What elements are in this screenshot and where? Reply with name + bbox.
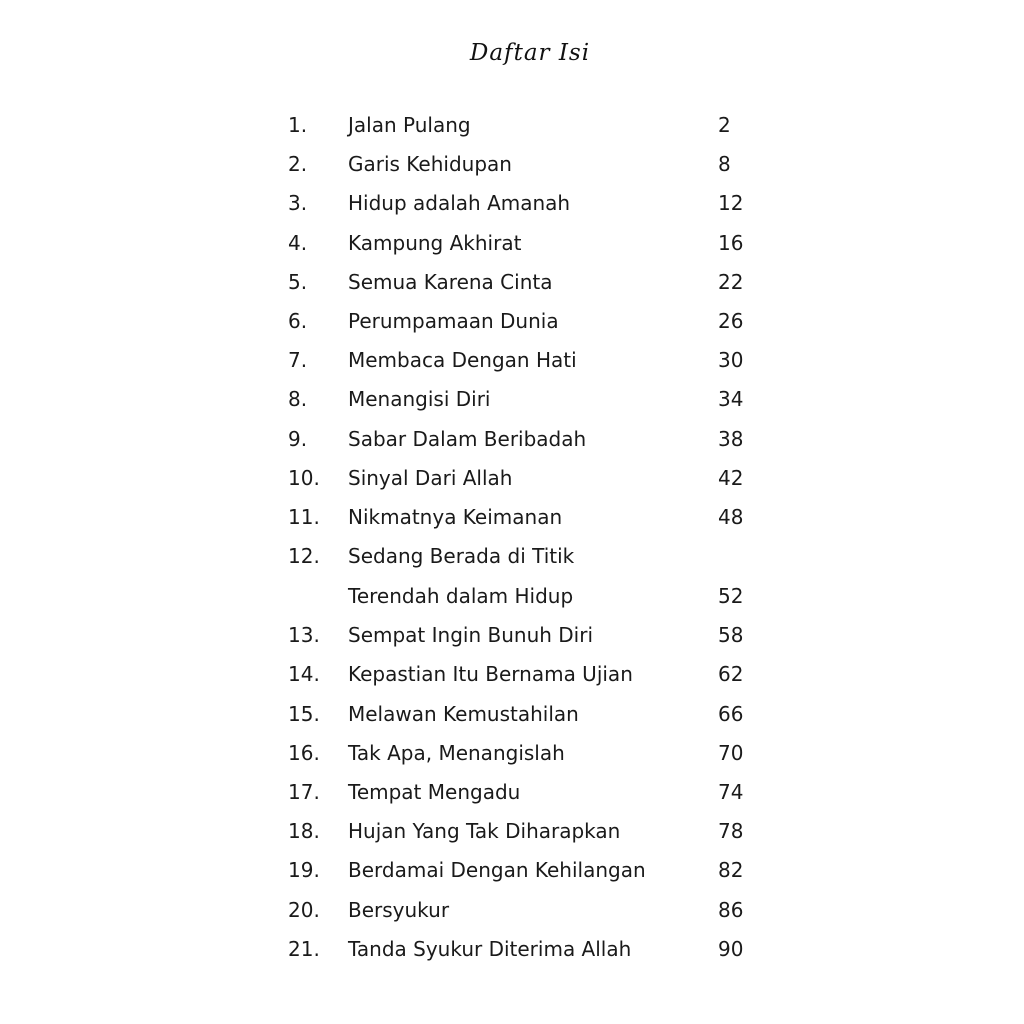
toc-page-number: 86 [718,897,744,922]
toc-page-number: 38 [718,426,744,451]
toc-number: 12. [288,544,320,569]
toc-row [288,537,768,577]
toc-number: 21. [288,936,320,961]
toc-row [288,420,768,459]
toc-number: 7. [288,348,308,373]
toc-row [288,341,768,380]
toc-row [288,695,768,734]
toc-row [288,734,768,773]
toc-title: Menangisi Diri [348,387,491,412]
toc-page-number: 70 [718,740,744,765]
toc-page-number: 8 [718,152,731,177]
toc-number: 10. [288,465,320,490]
toc-number: 20. [288,897,320,922]
toc-row [288,106,768,145]
toc-page-number: 62 [718,662,744,687]
toc-row [288,380,768,419]
toc-number: 18. [288,819,320,844]
toc-row [288,930,768,969]
toc-number: 9. [288,426,308,451]
toc-title: Nikmatnya Keimanan [348,504,563,529]
toc-title: Sinyal Dari Allah [348,465,513,490]
toc-page-number: 42 [718,465,744,490]
toc-page-number: 16 [718,230,744,255]
toc-number: 2. [288,152,308,177]
toc-number: 8. [288,387,308,412]
toc-number: 11. [288,504,320,529]
toc-page-number: 34 [718,387,744,412]
toc-title: Bersyukur [348,897,450,922]
toc-row [288,145,768,184]
toc-page-number: 30 [718,348,744,373]
toc-title: Berdamai Dengan Kehilangan [348,858,646,883]
toc-row [288,224,768,263]
toc-title: Tempat Mengadu [348,780,521,804]
toc-page-number: 52 [718,584,744,609]
toc-title: Tak Apa, Menangislah [348,740,565,765]
toc-page-number: 22 [718,269,744,294]
toc-page-number: 26 [718,308,744,333]
toc-title: Sedang Berada di Titik [348,544,575,569]
toc-row [288,851,768,890]
toc-row [288,891,768,930]
toc-number: 4. [288,230,308,255]
toc-title: Semua Karena Cinta [348,269,553,294]
toc-row [288,263,768,302]
toc-row [288,302,768,341]
toc-number: 5. [288,269,308,294]
toc-title: Sabar Dalam Beribadah [348,426,587,451]
toc-row [288,812,768,851]
toc-number: 16. [288,740,320,765]
toc-row [288,655,768,694]
toc-page-number: 48 [718,504,744,529]
toc-page-number: 2 [718,113,731,137]
toc-row [288,184,768,223]
toc-title: Tanda Syukur Diterima Allah [348,936,632,961]
toc-title: Melawan Kemustahilan [348,701,579,726]
toc-title: Kepastian Itu Bernama Ujian [348,662,633,687]
toc-title: Hujan Yang Tak Diharapkan [348,819,621,844]
toc-title: Perumpamaan Dunia [348,308,559,333]
page-title: Daftar Isi [469,40,591,66]
toc-title: Jalan Pulang [348,113,471,137]
toc-page-number: 12 [718,191,744,216]
toc-number: 6. [288,308,308,333]
toc-row [288,498,768,537]
toc-page-number: 66 [718,701,744,726]
toc-row [288,459,768,498]
toc-page-number: 78 [718,819,744,844]
toc-number: 17. [288,780,320,804]
toc-page-number: 58 [718,623,744,648]
toc-title: Sempat Ingin Bunuh Diri [348,623,594,648]
toc-title: Kampung Akhirat [348,230,522,255]
toc-page-number: 74 [718,780,744,804]
toc-page-number: 90 [718,936,744,961]
toc-title: Terendah dalam Hidup [348,584,574,609]
toc-number: 3. [288,191,308,216]
toc-number: 14. [288,662,320,687]
toc-number: 19. [288,858,320,883]
toc-number: 15. [288,701,320,726]
toc-row-continuation [288,577,768,616]
table-of-contents [288,106,768,969]
toc-number: 13. [288,623,320,648]
toc-row [288,616,768,655]
toc-title: Hidup adalah Amanah [348,191,571,216]
toc-row [288,773,768,812]
toc-page-number: 82 [718,858,744,883]
toc-title: Membaca Dengan Hati [348,348,577,373]
toc-title: Garis Kehidupan [348,152,512,177]
toc-number: 1. [288,113,308,137]
